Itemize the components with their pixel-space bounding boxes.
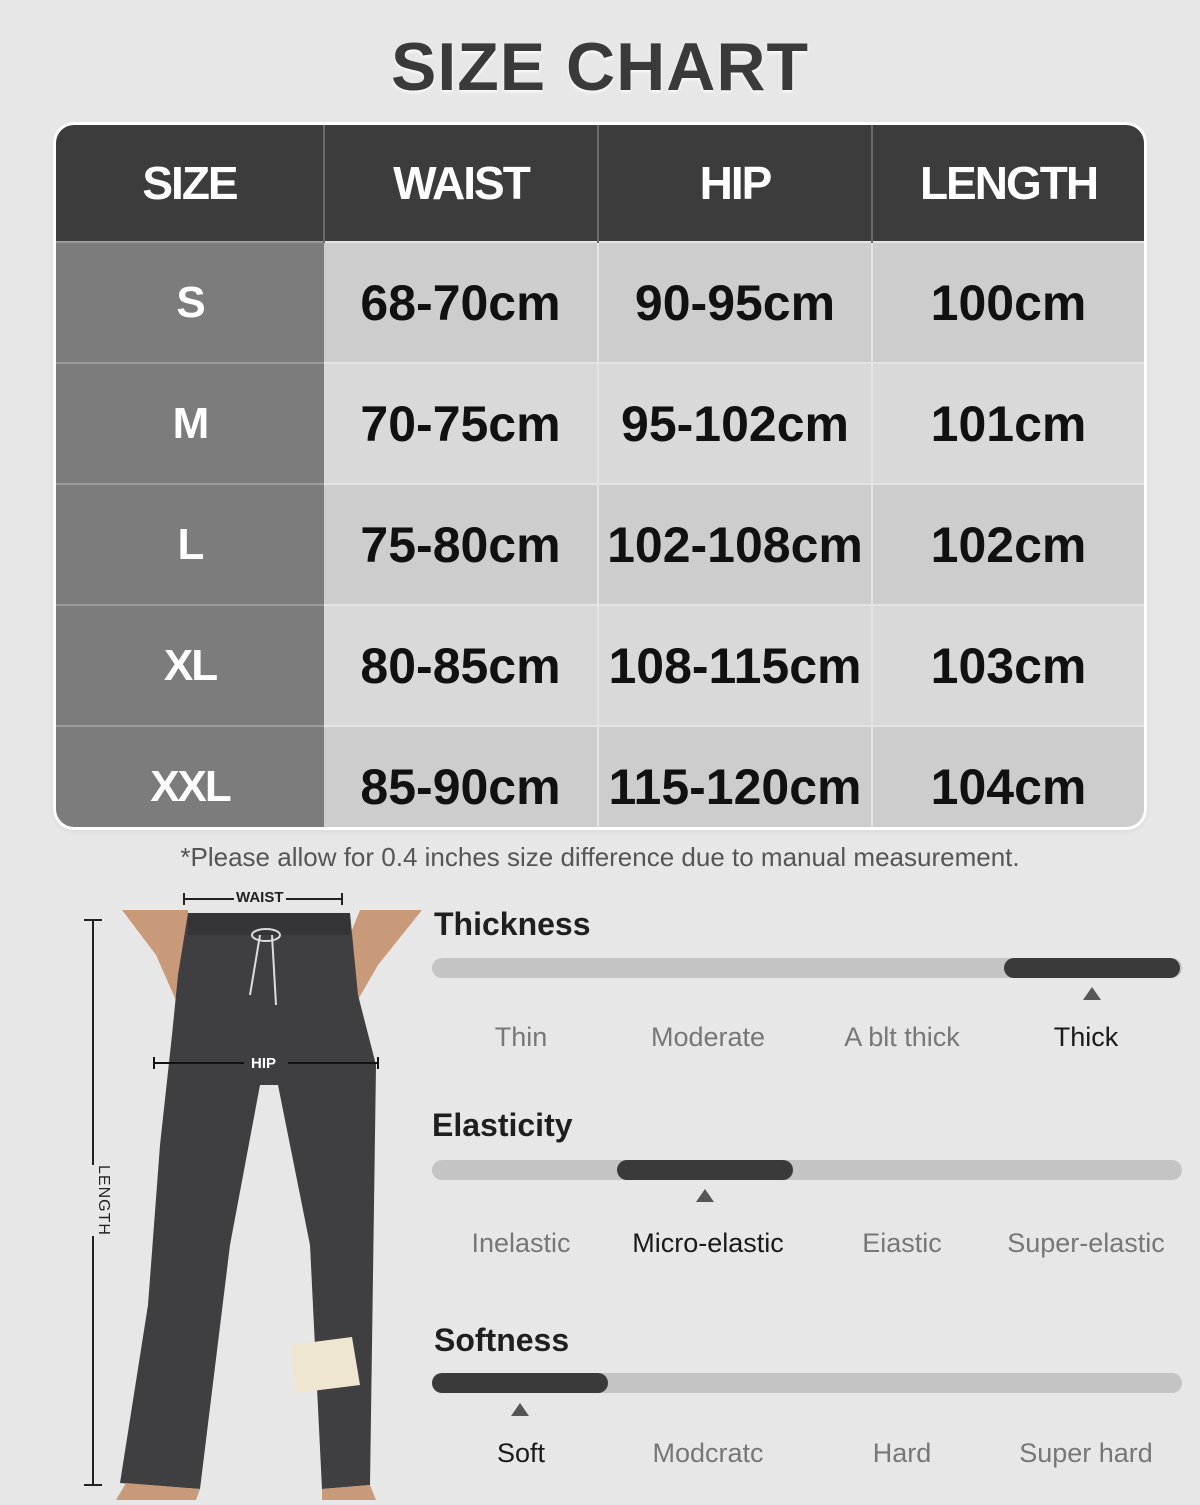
length-cell: 104cm xyxy=(872,726,1144,827)
size-cell: L xyxy=(56,484,324,605)
pants-icon xyxy=(60,885,440,1500)
size-table xyxy=(56,125,1144,827)
hip-cell: 102-108cm xyxy=(598,484,872,605)
hip-cell: 90-95cm xyxy=(598,242,872,363)
elasticity-title: Elasticity xyxy=(432,1107,573,1143)
elasticity-option: Eiastic xyxy=(862,1228,942,1258)
header-waist: WAIST xyxy=(324,125,598,242)
waist-cell: 80-85cm xyxy=(324,605,598,726)
thickness-fill xyxy=(1004,958,1180,978)
size-chart-table xyxy=(56,125,1144,827)
header-length: LENGTH xyxy=(872,125,1144,242)
elasticity-option: Super-elastic xyxy=(1007,1228,1165,1258)
elasticity-marker-icon xyxy=(696,1189,714,1202)
elasticity-option-selected: Micro-elastic xyxy=(632,1228,784,1258)
thickness-marker-icon xyxy=(1083,987,1101,1000)
length-cell: 101cm xyxy=(872,363,1144,484)
softness-fill xyxy=(432,1373,608,1393)
header-size: SIZE xyxy=(56,125,324,242)
hip-cell: 115-120cm xyxy=(598,726,872,827)
thickness-option: Moderate xyxy=(650,1022,766,1052)
waist-cell: 68-70cm xyxy=(324,242,598,363)
softness-option: Super hard xyxy=(1019,1438,1153,1468)
thickness-option: A blt thick xyxy=(844,1022,960,1052)
pants-illustration xyxy=(60,885,440,1500)
size-cell: S xyxy=(56,242,324,363)
waist-label: WAIST xyxy=(236,889,284,906)
waist-cell: 75-80cm xyxy=(324,484,598,605)
thickness-title: Thickness xyxy=(434,906,591,942)
size-cell: XL xyxy=(56,605,324,726)
elasticity-option: Inelastic xyxy=(471,1228,571,1258)
table-row xyxy=(56,363,1144,484)
table-row xyxy=(56,484,1144,605)
softness-title: Softness xyxy=(434,1322,570,1358)
elasticity-fill xyxy=(617,1160,793,1180)
length-cell: 100cm xyxy=(872,242,1144,363)
hip-cell: 108-115cm xyxy=(598,605,872,726)
thickness-option-selected: Thick xyxy=(1053,1022,1119,1052)
page-title: SIZE CHART xyxy=(391,29,809,105)
elasticity-track xyxy=(432,1160,1182,1180)
table-row xyxy=(56,605,1144,726)
softness-option-selected: Soft xyxy=(496,1438,546,1468)
softness-marker-icon xyxy=(511,1403,529,1416)
length-cell: 103cm xyxy=(872,605,1144,726)
hip-cell: 95-102cm xyxy=(598,363,872,484)
waist-cell: 70-75cm xyxy=(324,363,598,484)
waist-cell: 85-90cm xyxy=(324,726,598,827)
table-header-row xyxy=(56,125,1144,242)
length-label: LENGTH xyxy=(72,1165,112,1236)
softness-option: Hard xyxy=(872,1438,932,1468)
hip-label: HIP xyxy=(251,1055,277,1072)
softness-option: Modcratc xyxy=(652,1438,764,1468)
length-cell: 102cm xyxy=(872,484,1144,605)
table-row xyxy=(56,726,1144,827)
size-cell: XXL xyxy=(56,726,324,827)
measurement-note: *Please allow for 0.4 inches size difference due to manual measurement. xyxy=(180,842,1020,872)
header-hip: HIP xyxy=(598,125,872,242)
table-row xyxy=(56,242,1144,363)
size-cell: M xyxy=(56,363,324,484)
thickness-option: Thin xyxy=(494,1022,548,1052)
